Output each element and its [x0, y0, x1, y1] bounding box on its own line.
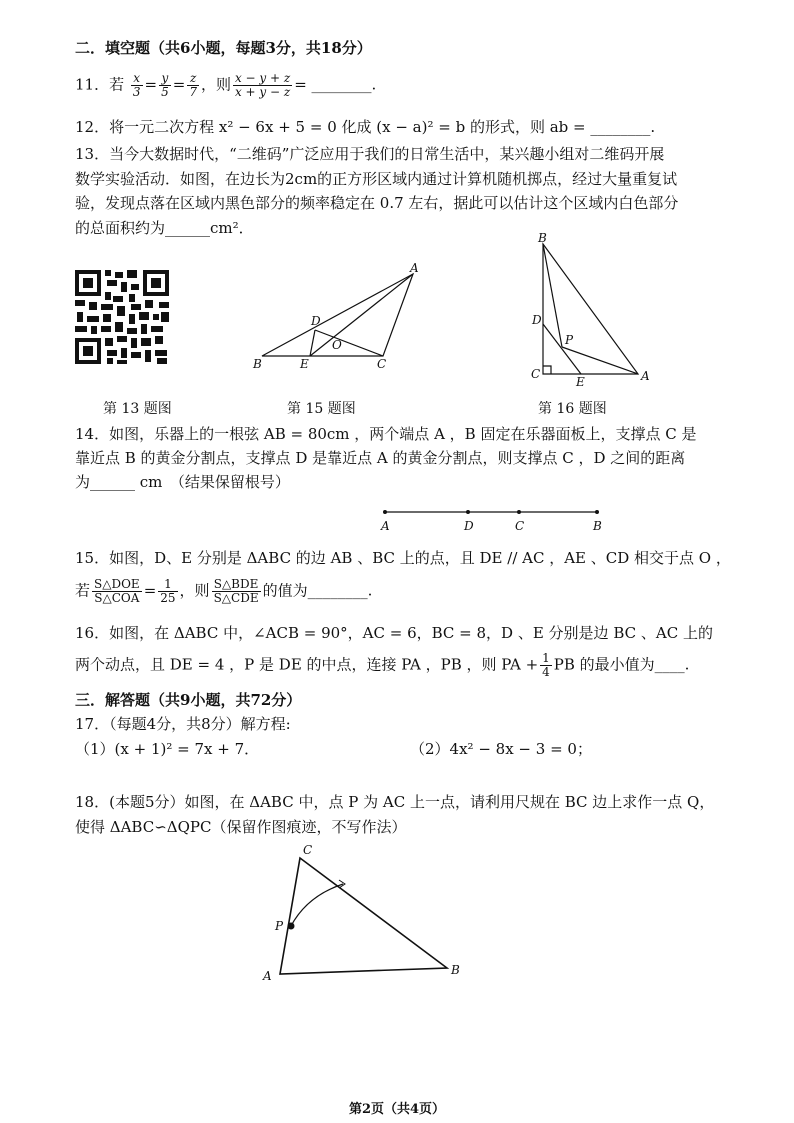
- question-13-line-1: 13．当今大数据时代，“二维码”广泛应用于我们的日常生活中，某兴趣小组对二维码开展: [75, 145, 665, 163]
- fig16-label-a: A: [641, 369, 650, 383]
- fraction-x-3: $\frac{x}{3}$: [132, 71, 141, 99]
- fig15-label-c: C: [377, 357, 387, 371]
- fig15-label-e: E: [300, 357, 309, 371]
- fig16-label-d: D: [532, 313, 542, 327]
- page-footer: 第2页（共4页）: [348, 1102, 446, 1117]
- section-2-heading: 二．填空题（共6小题，每题3分，共18分）: [75, 39, 372, 57]
- fraction-expression: $\frac{x - y + z}{x + y - z}$: [234, 71, 291, 99]
- caption-figure-16: 第 16 题图: [538, 401, 607, 417]
- fig18-label-p: P: [275, 919, 284, 933]
- fraction-one-quarter: $\frac{1}{4}$: [542, 651, 550, 679]
- section-3-heading: 三．解答题（共9小题，共72分）: [75, 691, 302, 709]
- fig15-label-o: O: [332, 338, 342, 352]
- fig16-label-b: B: [538, 232, 547, 245]
- caption-figure-13: 第 13 题图: [103, 401, 172, 417]
- question-15-line-1: 15．如图，D、E 分别是 ΔABC 的边 AB 、BC 上的点，且 DE // AC ，AE 、CD 相交于点 O ，: [75, 549, 731, 567]
- question-16-line-2: 两个动点，且 DE = 4 ，P 是 DE 的中点，连接 PA ，PB ，则 PA + $\frac{1}{4}$ PB 的最小值为____.: [75, 651, 690, 679]
- figure-16-triangle: [525, 232, 660, 392]
- question-17-heading: 17．（每题4分，共8分）解方程:: [75, 715, 291, 733]
- fig15-label-d: D: [311, 314, 321, 328]
- question-14-line-1: 14．如图，乐器上的一根弦 AB = 80cm ，两个端点 A ，B 固定在乐器面板上，支撑点 C 是: [75, 425, 697, 443]
- question-14-line-2: 靠近点 B 的黄金分割点，支撑点 D 是靠近点 A 的黄金分割点，则支撑点 C ，D 之间的距离: [75, 449, 686, 467]
- fig14-label-a: A: [381, 519, 390, 533]
- fraction-area-ratio-2: $\frac{\text{S△BDE}}{\text{S△CDE}}$: [213, 577, 259, 605]
- fraction-z-7: $\frac{z}{7}$: [189, 71, 197, 99]
- fraction-area-ratio-1: $\frac{\text{S△DOE}}{\text{S△COA}}$: [94, 577, 140, 605]
- fig18-label-b: B: [451, 963, 460, 977]
- fig16-label-e: E: [576, 375, 585, 389]
- question-18-line-2: 使得 ΔABC∽ΔQPC（保留作图痕迹，不写作法）: [75, 818, 407, 836]
- qr-code-figure: [73, 268, 171, 366]
- question-17-part-1: （1）(x + 1)² = 7x + 7．: [75, 740, 260, 758]
- figure-15-triangle: [250, 260, 430, 375]
- fraction-one-25: $\frac{1}{25}$: [160, 577, 176, 605]
- fig18-label-a: A: [263, 969, 272, 983]
- fraction-y-5: $\frac{y}{5}$: [161, 71, 169, 99]
- question-12: 12．将一元二次方程 x² − 6x + 5 = 0 化成 (x − a)² = b 的形式，则 ab = ________.: [75, 118, 656, 136]
- figure-18-triangle: [255, 838, 470, 988]
- question-15-line-2: 若 $\frac{\text{S△DOE}}{\text{S△COA}}$ = $\frac{1}{25}$ ，则 $\frac{\text{S△BDE}}{\text{S△CDE}}$ 的值为________.: [75, 577, 373, 605]
- question-11: 11．若 $\frac{x}{3}$ = $\frac{y}{5}$ = $\frac{z}{7}$ ，则 $\frac{x - y + z}{x + y - z}$ = ________.: [75, 71, 377, 99]
- question-13-line-2: 数学实验活动．如图，在边长为2cm的正方形区域内通过计算机随机掷点，经过大量重复试: [75, 170, 678, 188]
- fig15-label-b: B: [253, 357, 262, 371]
- question-14-line-3: 为______ cm （结果保留根号）: [75, 473, 290, 491]
- fig14-label-b: B: [593, 519, 602, 533]
- fig18-label-c: C: [303, 843, 313, 857]
- fig15-label-a: A: [410, 261, 419, 275]
- fig16-label-p: P: [565, 333, 574, 347]
- question-13-line-4: 的总面积约为______cm²．: [75, 219, 254, 237]
- fig14-label-c: C: [515, 519, 525, 533]
- question-17-part-2: （2）4x² − 8x − 3 = 0；: [410, 740, 592, 758]
- question-18-line-1: 18．(本题5分）如图，在 ΔABC 中，点 P 为 AC 上一点，请利用尺规在 BC 边上求作一点 Q，: [75, 793, 715, 811]
- caption-figure-15: 第 15 题图: [287, 401, 356, 417]
- fig14-label-d: D: [464, 519, 474, 533]
- question-13-line-3: 验，发现点落在区域内黑色部分的频率稳定在 0.7 左右，据此可以估计这个区域内白色部分: [75, 194, 679, 212]
- question-16-line-1: 16．如图，在 ΔABC 中，∠ACB = 90°，AC = 6，BC = 8，D 、E 分别是边 BC 、AC 上的: [75, 624, 713, 642]
- fig16-label-c: C: [531, 367, 541, 381]
- figure-14-string: [375, 502, 615, 536]
